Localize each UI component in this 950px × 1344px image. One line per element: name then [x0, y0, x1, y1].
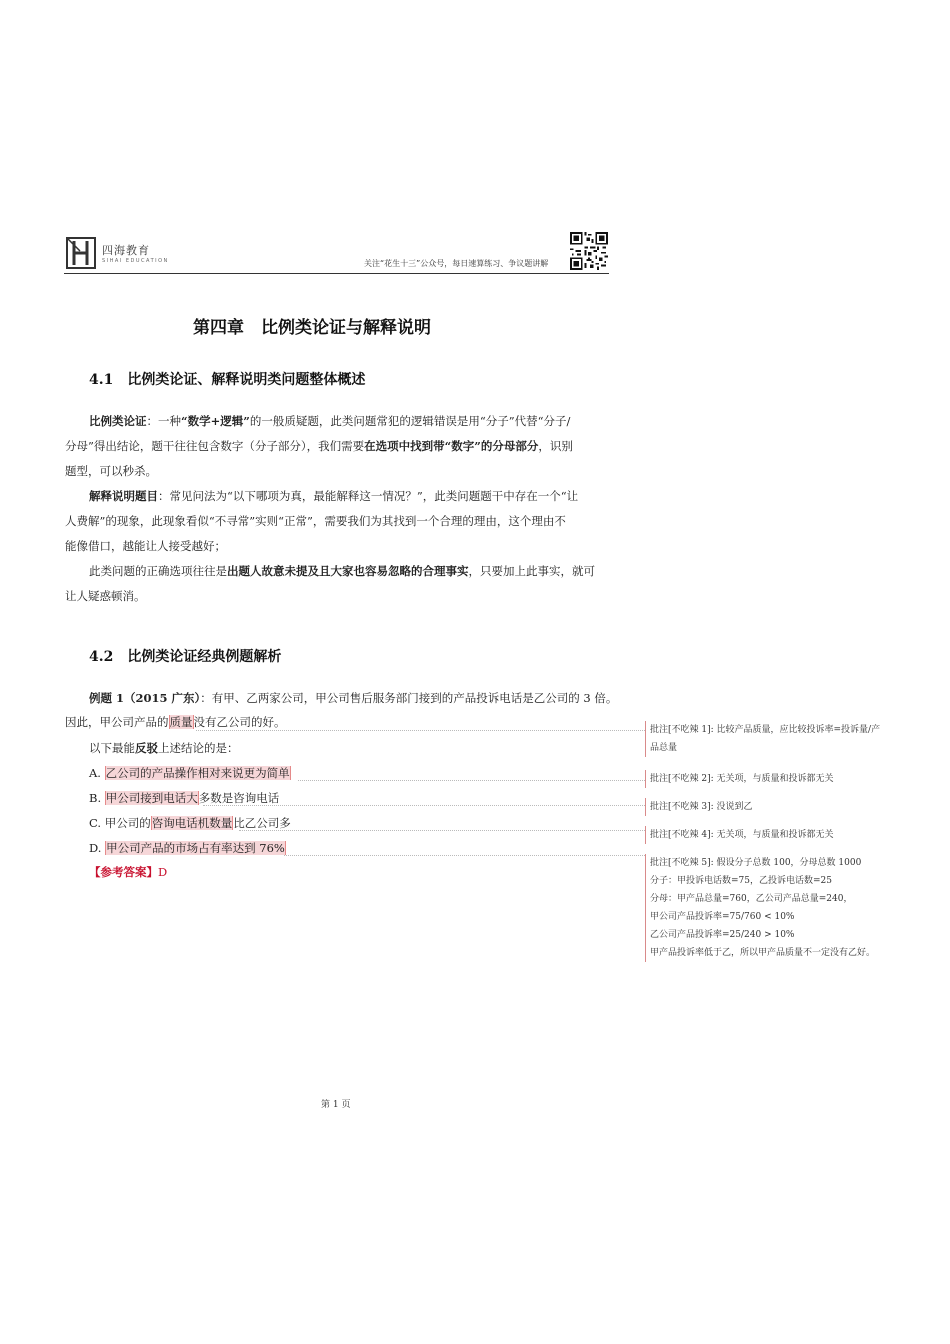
option-b: [89, 790, 279, 806]
term-label: 解释说明题目: [89, 489, 158, 503]
comment-4[interactable]: [645, 826, 920, 844]
answer-label: 【参考答案】: [89, 865, 158, 879]
comment-line: 甲公司产品投诉率=75/760 < 10%: [650, 912, 795, 922]
comment-line: 分母：甲产品总量=760，乙公司产品总量=240，: [650, 894, 853, 904]
answer-line: [89, 864, 167, 880]
answer-value: D: [158, 865, 168, 879]
option-letter: A.: [89, 766, 101, 780]
logo-name: 四海教育: [102, 244, 150, 257]
text: 上述结论的是：: [158, 741, 239, 755]
logo-icon: [66, 237, 96, 269]
comment-5[interactable]: [645, 854, 920, 962]
text: 此类问题的正确选项往往是: [89, 564, 227, 578]
example-label: 例题 1（2015 广东）: [89, 691, 201, 705]
example-line: [89, 690, 617, 706]
logo-subtitle: SIHAI EDUCATION: [102, 258, 169, 264]
option-c: [89, 815, 291, 831]
highlighted-text: 咨询电话机数量: [151, 816, 233, 830]
text: ：有甲、乙两家公司，甲公司售后服务部门接到的产品投诉电话是乙公司的 3 倍。: [200, 691, 618, 705]
chapter-title: 第四章 比例类论证与解释说明: [193, 318, 431, 338]
paragraph-line: 人费解”的现象，此现象看似“不寻常”实则“正常”，需要我们为其找到一个合理的理由，这个理由不: [65, 514, 566, 528]
comment-line: 甲产品投诉率低于乙，所以甲产品质量不一定没有乙好。: [650, 948, 876, 958]
page-number: 第 1 页: [321, 1100, 351, 1110]
text: 的一般质疑题，此类问题常犯的逻辑错误是用“分子”代替“分子/: [249, 414, 571, 428]
paragraph-line: [65, 438, 573, 454]
option-d: [89, 840, 286, 856]
paragraph-line: [89, 563, 595, 579]
comment-line: 批注[不吃辣 3]: 没说到乙: [650, 802, 753, 812]
option-letter: B.: [89, 791, 102, 805]
section-heading-4-2: 4.2 比例类论证经典例题解析: [89, 649, 282, 665]
text: 多数是咨询电话: [198, 791, 280, 805]
paragraph-line: [89, 413, 570, 429]
comment-3[interactable]: [645, 798, 920, 816]
text: 甲公司的: [104, 816, 151, 830]
option-a: [89, 765, 291, 781]
text: 没有乙公司的好。: [193, 715, 286, 729]
bold-text: 在选项中找到带“数字”的分母部分: [364, 439, 539, 453]
comment-line: 品总量: [650, 743, 678, 753]
term-label: 比例类论证: [89, 414, 147, 428]
highlighted-text: 质量: [169, 715, 193, 729]
comment-line: 批注[不吃辣 5]: 假设分子总数 100，分母总数 1000: [650, 858, 862, 868]
comment-line: 批注[不吃辣 4]: 无关项，与质量和投诉都无关: [650, 830, 834, 840]
option-letter: C.: [89, 816, 102, 830]
comment-line: 乙公司产品投诉率=25/240 > 10%: [650, 930, 795, 940]
section-heading-4-1: 4.1 比例类论证、解释说明类问题整体概述: [89, 372, 366, 388]
comment-connector: [196, 730, 645, 731]
example-line: [65, 714, 286, 730]
comment-connector: [284, 855, 645, 856]
text: 比乙公司多: [233, 816, 291, 830]
option-letter: D.: [89, 841, 102, 855]
highlighted-text: 甲公司接到电话大: [105, 791, 198, 805]
bold-text: 反驳: [135, 741, 158, 755]
comment-1[interactable]: [645, 721, 920, 757]
comment-line: 批注[不吃辣 1]: 比较产品质量，应比较投诉率=投诉量/产: [650, 725, 881, 735]
highlighted-text: 甲公司产品的市场占有率达到 76%: [106, 841, 285, 855]
comment-2[interactable]: [645, 770, 920, 788]
paragraph-line: 让人疑惑顿消。: [65, 589, 146, 603]
text: ：常见问法为“以下哪项为真，最能解释这一情况？”，此类问题题干中存在一个“让: [158, 489, 579, 503]
bold-text: “数学+逻辑”: [181, 414, 250, 428]
comment-connector: [298, 780, 645, 781]
comment-line: 分子：甲投诉电话数=75，乙投诉电话数=25: [650, 876, 832, 886]
text: 分母”得出结论，题干往往包含数字（分子部分），我们需要: [65, 439, 365, 453]
bold-text: 出题人故意未提及且大家也容易忽略的合理事实: [227, 564, 469, 578]
paragraph-line: [89, 488, 578, 504]
paragraph-line: 能像借口，越能让人接受越好；: [65, 539, 226, 553]
comment-connector: [203, 805, 645, 806]
question-line: [89, 740, 239, 756]
text: ，识别: [538, 439, 573, 453]
text: 因此，甲公司产品的: [65, 715, 169, 729]
header-divider: [64, 273, 609, 274]
qr-code-icon: [570, 232, 608, 270]
text: ，只要加上此事实，就可: [468, 564, 595, 578]
comment-line: 批注[不吃辣 2]: 无关项，与质量和投诉都无关: [650, 774, 834, 784]
text: ：一种: [146, 414, 181, 428]
text: 以下最能: [89, 741, 135, 755]
highlighted-text: 乙公司的产品操作相对来说更为简单: [105, 766, 290, 780]
comment-connector: [239, 830, 645, 831]
paragraph-line: 题型，可以秒杀。: [65, 464, 157, 478]
header-note: 关注“花生十三”公众号，每日速算练习、争议题讲解: [364, 259, 549, 268]
